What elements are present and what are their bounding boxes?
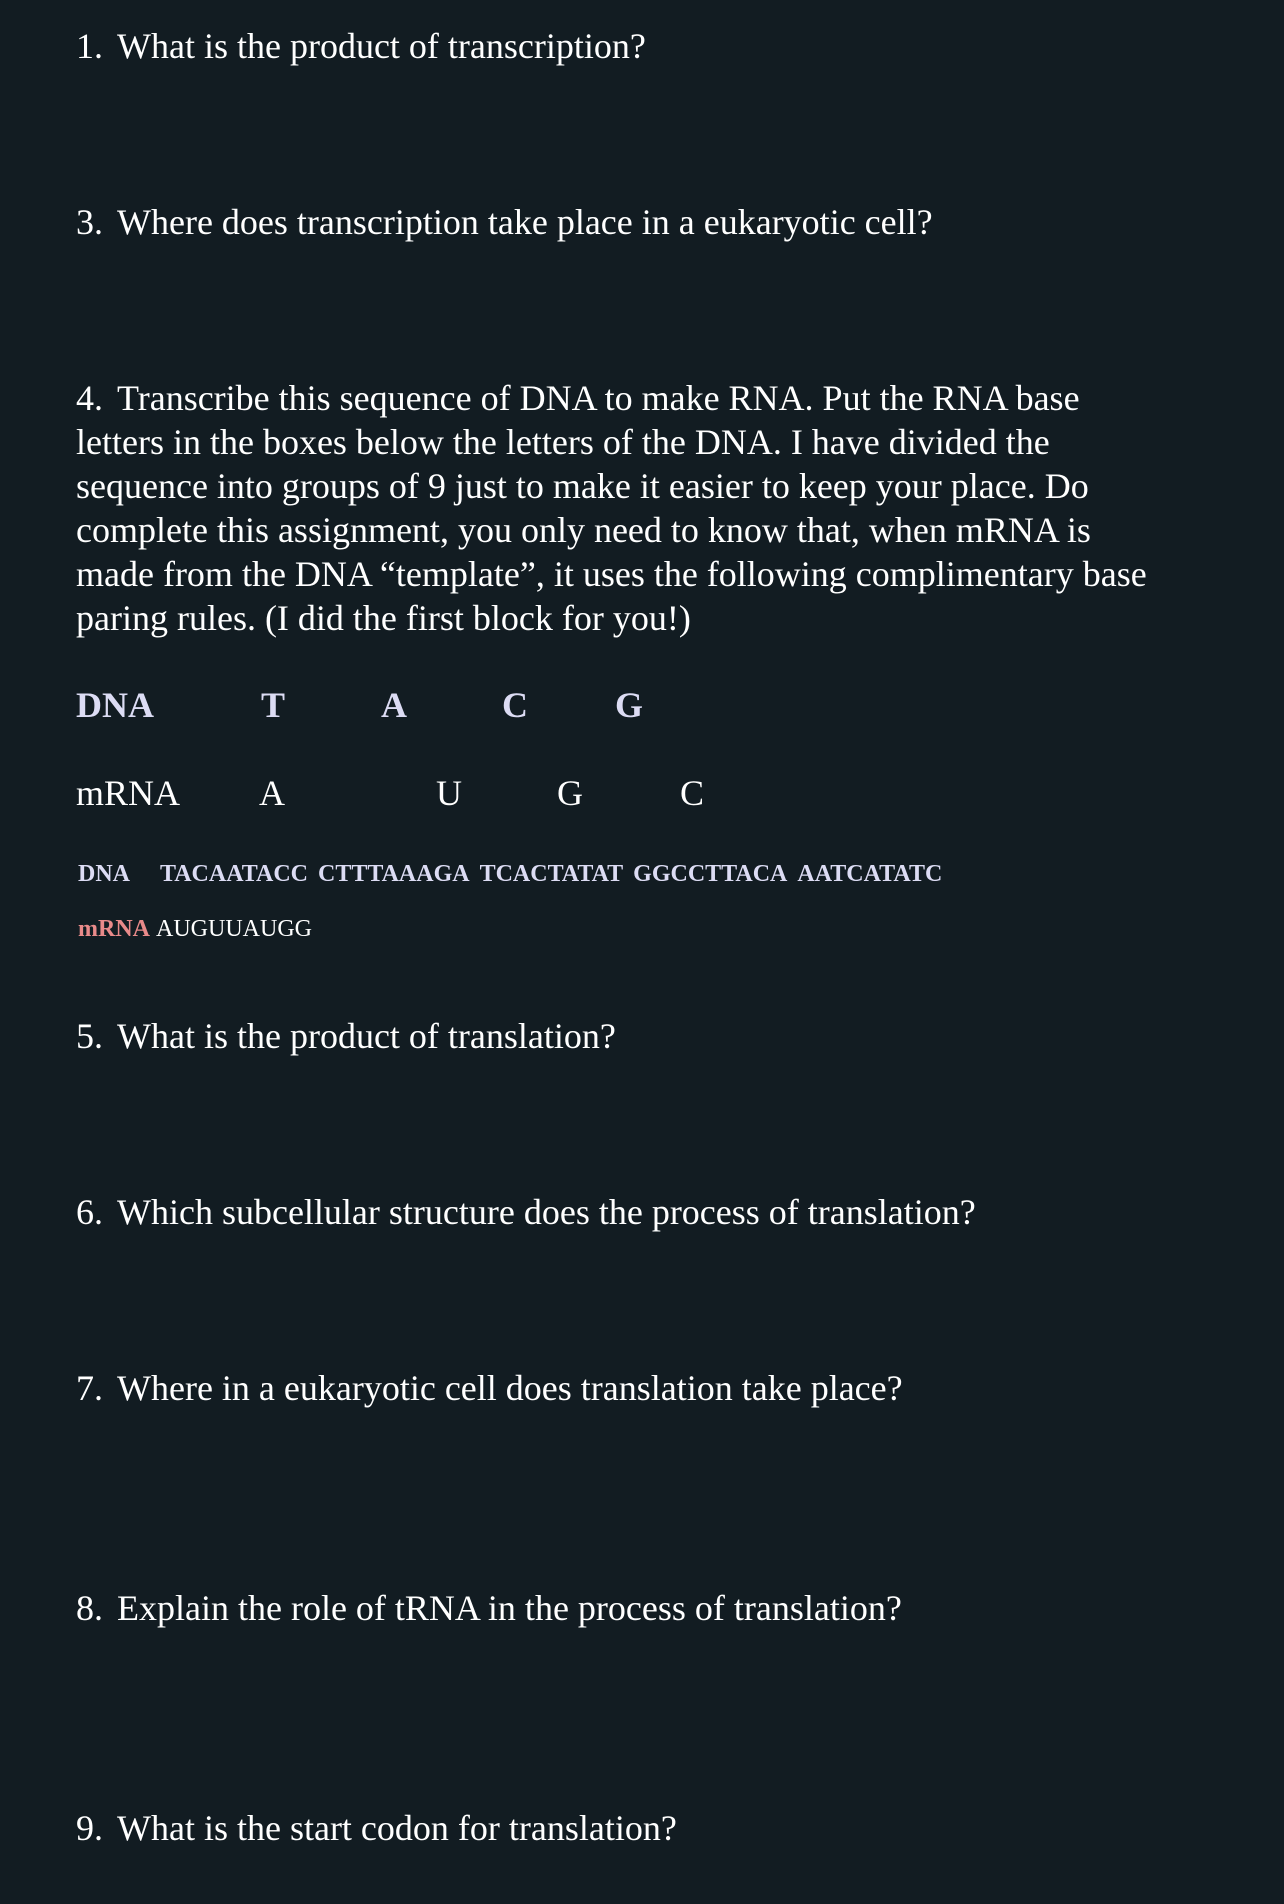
dna-block: TCACTATAT — [479, 861, 624, 887]
dna-block: AATCATATC — [797, 861, 943, 887]
question-9 — [76, 1806, 677, 1850]
pairing-mrna-label: mRNA — [76, 773, 181, 813]
question-number: 9. — [76, 1808, 103, 1848]
question-number: 3. — [76, 202, 103, 242]
question-text: What is the start codon for translation? — [117, 1808, 677, 1848]
pairing-mrna-letter: G — [557, 773, 583, 813]
pairing-dna-letter: T — [261, 685, 286, 725]
question-number: 1. — [76, 26, 103, 66]
question-text: Explain the role of tRNA in the process of translation? — [117, 1588, 902, 1628]
pairing-mrna-letter: C — [680, 773, 705, 813]
dna-sequence — [78, 861, 952, 888]
pairing-dna-letter: G — [615, 685, 644, 725]
question-3 — [76, 200, 933, 244]
mrna-sequence — [78, 916, 312, 943]
question-text: Which subcellular structure does the process of translation? — [117, 1192, 976, 1232]
pairing-mrna-letter: A — [259, 773, 285, 813]
question-5 — [76, 1014, 616, 1058]
question-number: 4. — [76, 378, 103, 418]
question-text: Where does transcription take place in a eukaryotic cell? — [117, 202, 933, 242]
dna-sequence-label: DNA — [78, 861, 130, 887]
question-4 — [76, 376, 1226, 640]
question-number: 7. — [76, 1368, 103, 1408]
question-text: Where in a eukaryotic cell does translation take place? — [117, 1368, 903, 1408]
mrna-sequence-label: mRNA — [78, 916, 150, 942]
pairing-dna-letter: A — [381, 685, 407, 725]
dna-block: GGCCTTACA — [633, 861, 788, 887]
dna-block: TACAATACC — [160, 861, 308, 887]
mrna-sequence-value: AUGUUAUGG — [156, 916, 312, 942]
question-4-line: sequence into groups of 9 just to make it easier to keep your place. Do — [76, 466, 1089, 506]
question-number: 6. — [76, 1192, 103, 1232]
pairing-mrna-letter: U — [436, 773, 462, 813]
question-4-line: paring rules. (I did the first block for you!) — [76, 598, 691, 638]
pairing-dna-label: DNA — [76, 685, 154, 725]
pairing-dna-letter: C — [502, 685, 528, 725]
question-6 — [76, 1190, 976, 1234]
question-text: What is the product of transcription? — [117, 26, 646, 66]
question-number: 8. — [76, 1588, 103, 1628]
question-1 — [76, 24, 646, 68]
question-number: 5. — [76, 1016, 103, 1056]
question-4-line: made from the DNA “template”, it uses the following complimentary base — [76, 554, 1147, 594]
question-4-line: complete this assignment, you only need to know that, when mRNA is — [76, 510, 1091, 550]
dna-block: CTTTAAAGA — [318, 861, 470, 887]
question-8 — [76, 1586, 902, 1630]
question-7 — [76, 1366, 903, 1410]
question-4-line: 4. Transcribe this sequence of DNA to make RNA. Put the RNA base — [76, 378, 1080, 418]
question-text: What is the product of translation? — [117, 1016, 616, 1056]
question-4-line: letters in the boxes below the letters of the DNA. I have divided the — [76, 422, 1050, 462]
